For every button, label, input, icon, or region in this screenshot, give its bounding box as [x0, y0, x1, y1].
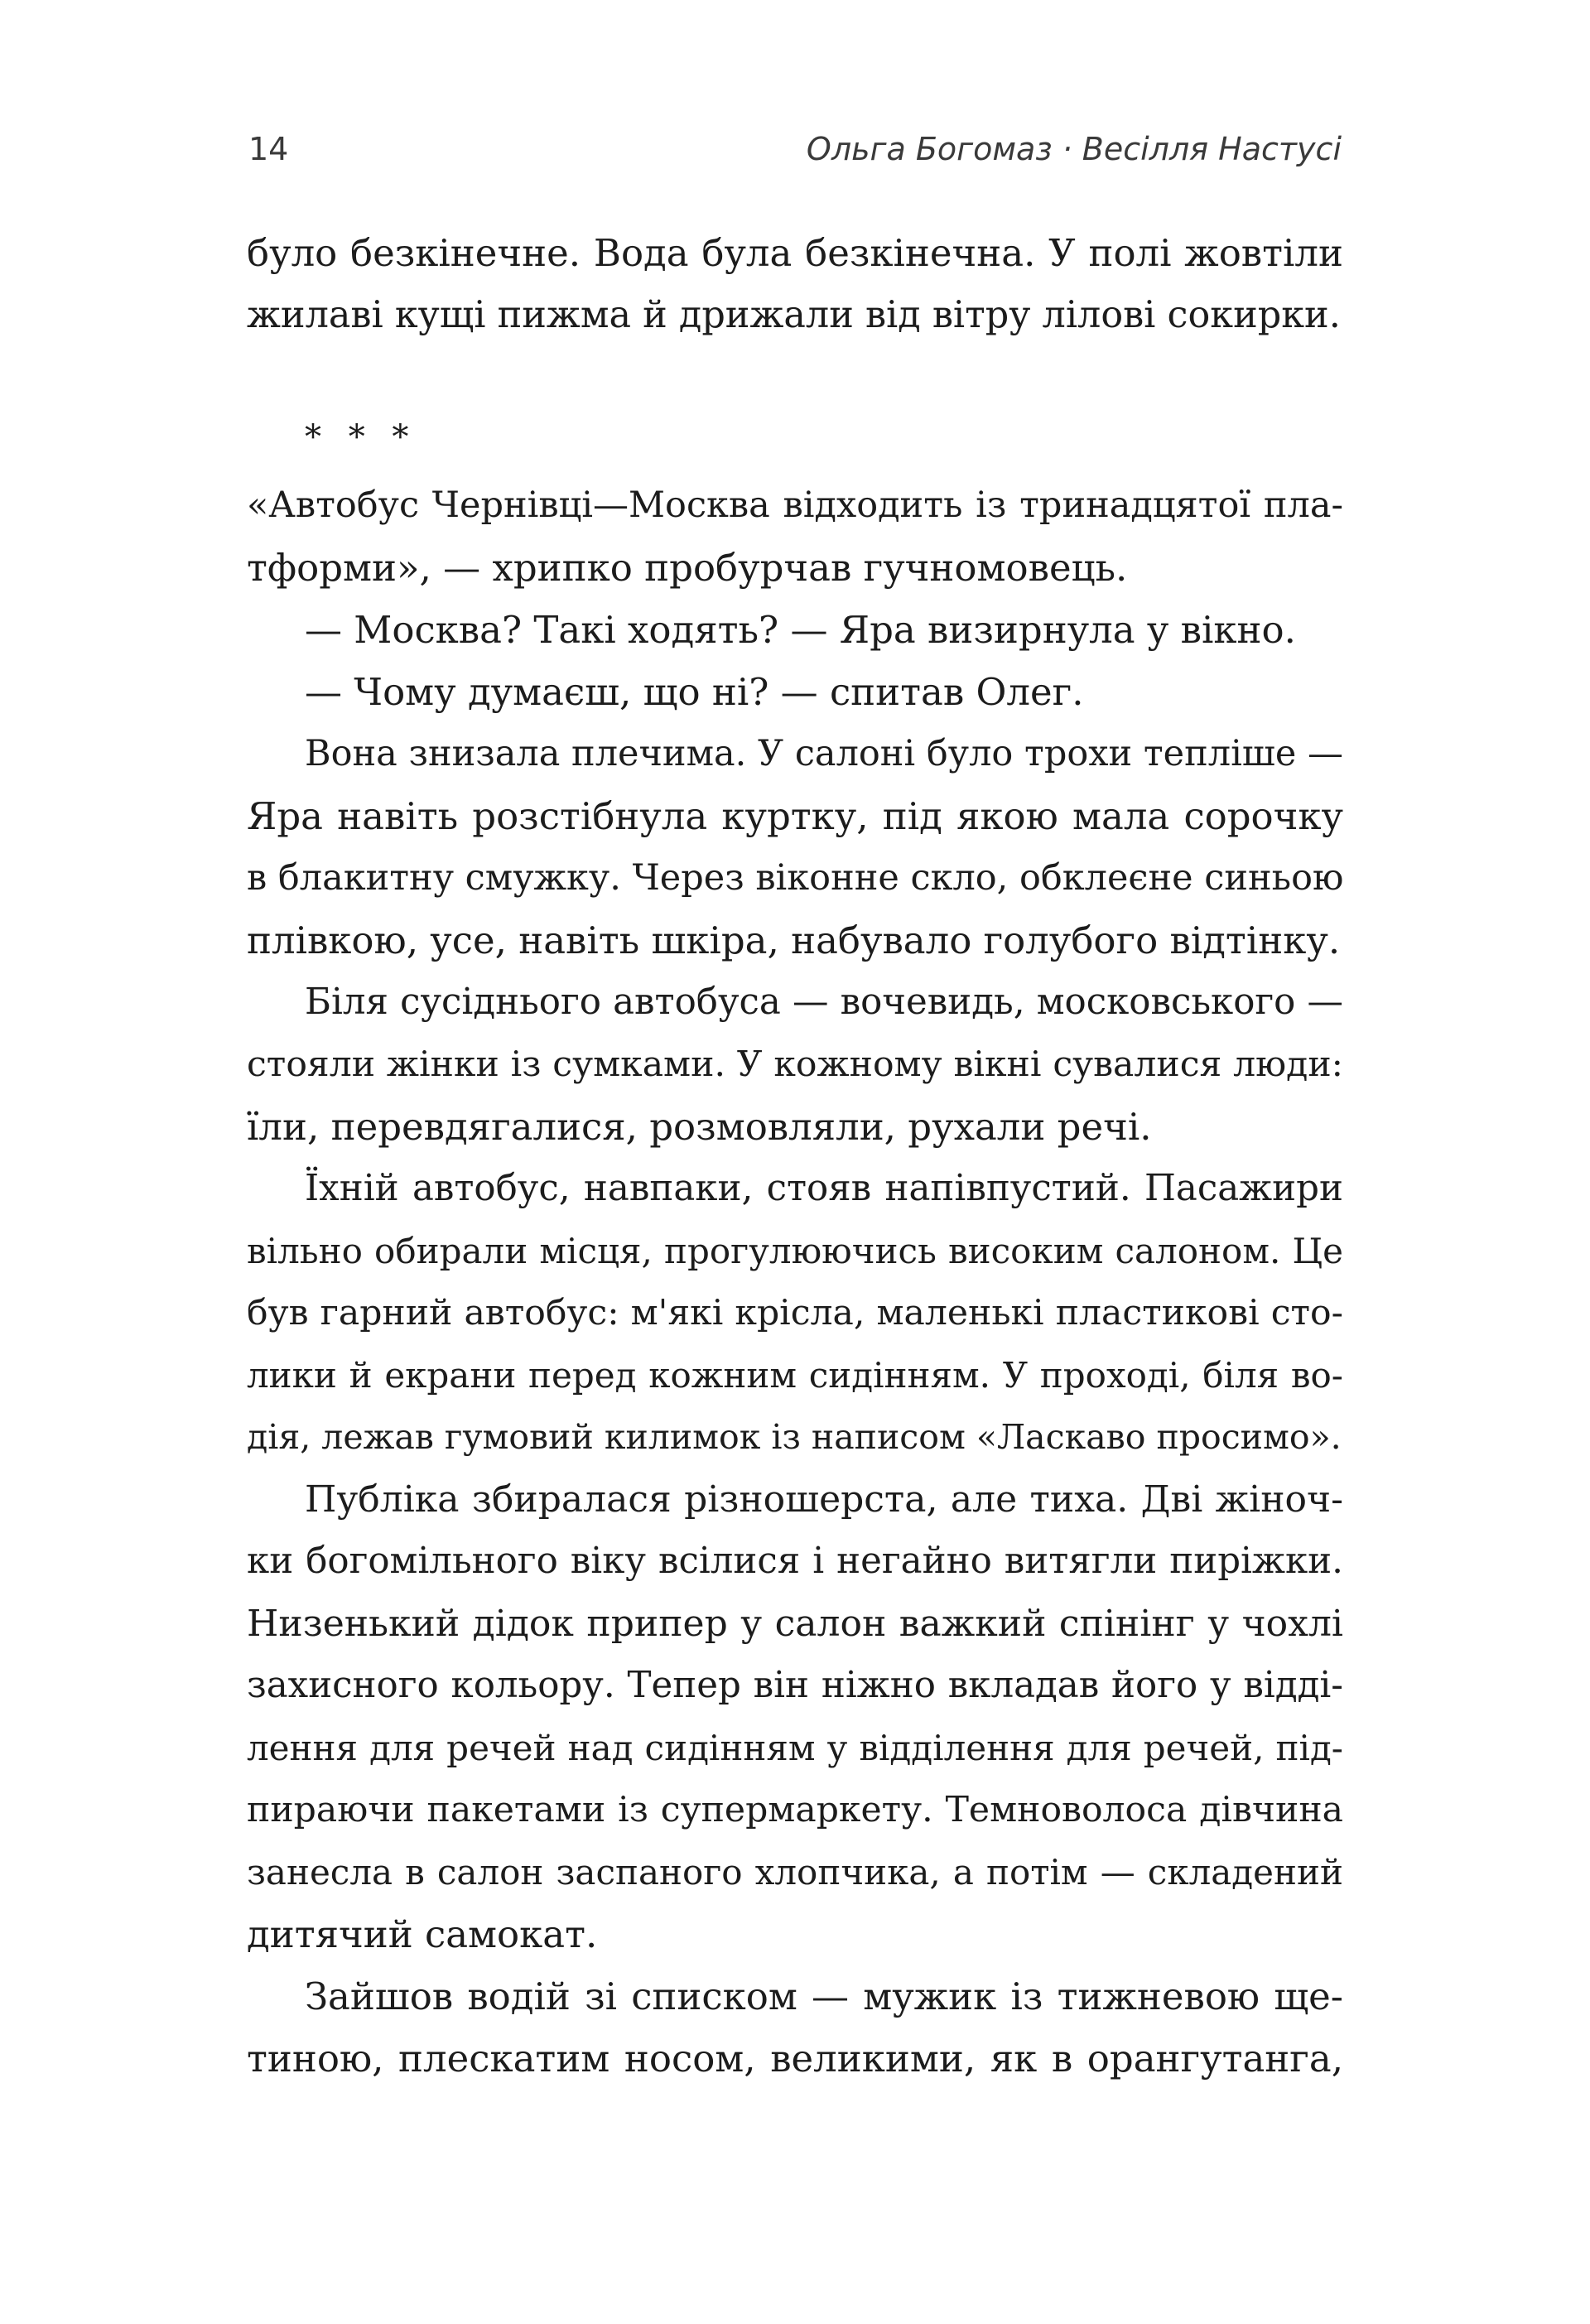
text-line: їли, перевдягалися, розмовляли, рухали речі.: [247, 1105, 1152, 1149]
text-line: Низенький дідок припер у салон важкий спінінг у чохлі: [247, 1603, 1343, 1645]
text-line: був гарний автобус: м'які крісла, маленькі пластикові сто-: [247, 1293, 1343, 1333]
section-separator: * * *: [305, 418, 417, 456]
text-line: ки богомільного віку всілися і негайно витягли пиріжки.: [247, 1540, 1343, 1582]
text-line: тиною, плескатим носом, великими, як в орангутанга,: [247, 2037, 1343, 2081]
text-line: в блакитну смужку. Через віконне скло, обклеєне синьою: [247, 857, 1344, 899]
running-head: [0, 131, 1590, 181]
dialogue-line: — Москва? Такі ходять? — Яра визирнула у вікно.: [305, 608, 1296, 652]
text-line: Зайшов водій зі списком — мужик із тижневою ще-: [305, 1974, 1343, 2018]
text-line: Біля сусіднього автобуса — вочевидь, московського —: [305, 981, 1343, 1023]
text-line: лення для речей над сидінням у відділення для речей, під-: [247, 1728, 1343, 1768]
text-line: дія, лежав гумовий килимок із написом «Ласкаво просимо».: [247, 1417, 1342, 1457]
text-line: Їхній автобус, навпаки, стояв напівпустий. Пасажири: [305, 1168, 1343, 1209]
text-line: «Автобус Чернівці—Москва відходить із тринадцятої пла-: [247, 485, 1343, 526]
text-line: було безкінечне. Вода була безкінечна. У полі жовтіли: [247, 231, 1343, 275]
running-title: Ольга Богомаз · Весілля Настусі: [806, 131, 1342, 167]
text-line: захисного кольору. Тепер він ніжно вкладав його у відді-: [247, 1665, 1343, 1706]
text-line: плівкою, усе, навіть шкіра, набувало голубого відтінку.: [247, 919, 1341, 962]
text-line: тформи», — хрипко пробурчав гучномовець.: [247, 546, 1128, 590]
dialogue-line: — Чому думаєш, що ні? — спитав Олег.: [305, 670, 1084, 714]
text-line: пираючи пакетами із супермаркету. Темноволоса дівчина: [247, 1790, 1343, 1830]
body-text: [247, 222, 1343, 2090]
text-line: Яра навіть розстібнула куртку, під якою мала сорочку: [247, 794, 1343, 838]
text-line: вільно обирали місця, прогулюючись високим салоном. Це: [247, 1231, 1343, 1271]
text-line: дитячий самокат.: [247, 1912, 598, 1956]
text-line: занесла в салон заспаного хлопчика, а потім — складений: [247, 1852, 1343, 1892]
text-line: стояли жінки із сумками. У кожному вікні сувалися люди:: [247, 1044, 1343, 1085]
text-line: Публіка збиралася різношерста, але тиха. Дві жіноч-: [305, 1478, 1343, 1521]
page-number: 14: [248, 131, 289, 167]
text-line: жилаві кущі пижма й дрижали від вітру лілові сокирки.: [247, 294, 1341, 336]
text-line: Вона знизала плечима. У салоні було трохи тепліше —: [305, 733, 1343, 774]
text-line: лики й екрани перед кожним сидінням. У проході, біля во-: [247, 1355, 1343, 1396]
